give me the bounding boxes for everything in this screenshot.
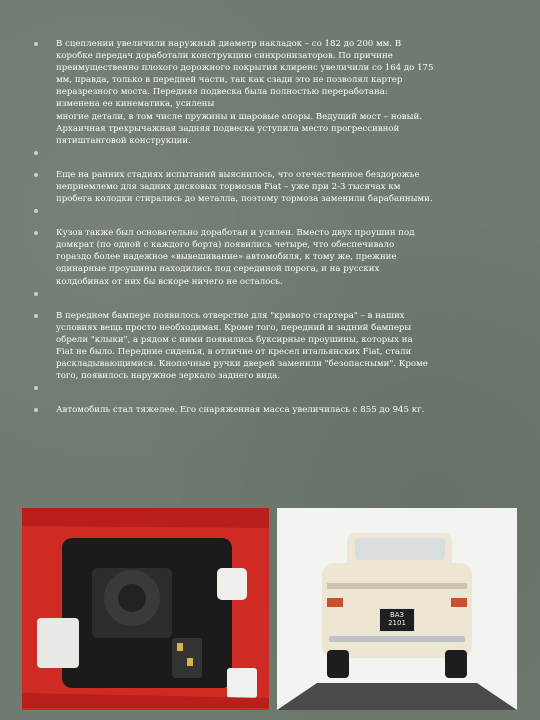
bullet-dot bbox=[34, 151, 38, 155]
list-item bbox=[34, 227, 512, 287]
bullet-dot bbox=[34, 173, 38, 177]
empty-bullet bbox=[34, 382, 512, 404]
bullet-dot bbox=[34, 231, 38, 235]
paragraph-line: обрели "клыки", а рядом с ними появились буксирные проушины, которых на bbox=[56, 334, 413, 345]
empty-bullet bbox=[34, 205, 512, 227]
empty-bullet bbox=[34, 147, 512, 169]
bullet-dot bbox=[34, 209, 38, 213]
paragraph-line: коробке передач доработали конструкцию синхронизаторов. По причине bbox=[56, 51, 393, 62]
list-item bbox=[34, 310, 512, 383]
paragraph-line: условиях вещь просто необходимая. Кроме того, передний и задний бамперы bbox=[56, 322, 412, 333]
paragraph-line: Кузов также был основательно доработан и усилен. Вместо двух проушин под bbox=[56, 228, 415, 239]
paragraph-line: В переднем бампере появилось отверстие для "кривого стартера" – в наших bbox=[56, 310, 405, 321]
engine-bay-illustration bbox=[22, 508, 269, 710]
bullet-list bbox=[34, 38, 512, 416]
empty-bullet bbox=[34, 288, 512, 310]
license-plate-line1: ВАЗ bbox=[389, 611, 405, 619]
license-plate-line2: 2101 bbox=[388, 619, 406, 627]
paragraph-line: В сцеплении увеличили наружный диаметр накладок – со 182 до 200 мм. В bbox=[56, 39, 402, 49]
paragraph-line: Автомобиль стал тяжелее. Его снаряженная масса увеличилась с 855 до 945 кг. bbox=[56, 405, 425, 416]
paragraph-line: Архаичная трехрычажная задняя подвеска уступила место прогрессивной bbox=[56, 123, 400, 134]
paragraph-line: мм, правда, только в передней части, так как сзади это не позволял картер bbox=[56, 75, 403, 86]
list-item bbox=[34, 38, 512, 147]
paragraph-line: Fiat не было. Передние сиденья, в отличие от кресел итальянских Fiat, стали bbox=[56, 346, 412, 357]
bullet-dot bbox=[34, 314, 38, 318]
list-item bbox=[34, 169, 512, 205]
paragraph-line: неразрезного моста. Передняя подвеска была полностью переработана: bbox=[56, 87, 388, 98]
paragraph-line: колдобинах от них бы вскоре ничего не осталось. bbox=[56, 276, 283, 287]
paragraph-line: преимущественно плохого дорожного покрытия клиренс увеличили со 164 до 175 bbox=[56, 63, 434, 74]
car-rear-photo bbox=[277, 508, 517, 710]
paragraph-line: раскладывающимися. Кнопочные ручки дверей заменили "безопасными". Кроме bbox=[56, 358, 428, 369]
paragraph-line: того, появилось наружное зеркало заднего вида. bbox=[56, 371, 281, 382]
paragraph-line: Еще на ранних стадиях испытаний выяснилось, что отечественное бездорожье bbox=[56, 169, 420, 180]
paragraph-line: неприемлемо для задних дисковых тормозов Fiat – уже при 2-3 тысячах км bbox=[56, 181, 401, 192]
paragraph-line: одинарные проушины находились под серединой порога, и на русских bbox=[56, 264, 380, 275]
paragraph-line: пробега колодки стирались до металла, поэтому тормоза заменили барабанными. bbox=[56, 194, 433, 205]
paragraph-line: изменена ее кинематика, усилены bbox=[56, 99, 215, 110]
paragraph-line: домкрат (по одной с каждого борта) появились четыре, что обеспечивало bbox=[56, 240, 395, 251]
license-plate bbox=[379, 608, 415, 632]
paragraph-line: многие детали, в том числе пружины и шаровые опоры. Ведущий мост – новый. bbox=[56, 111, 422, 122]
bullet-dot bbox=[34, 386, 38, 390]
bullet-dot bbox=[34, 42, 38, 46]
paragraph-line: гораздо более надежное «вывешивание» автомобиля, к тому же, прежние bbox=[56, 252, 397, 263]
paragraph-line: пятиштанговой конструкции. bbox=[56, 135, 191, 146]
list-item bbox=[34, 404, 512, 416]
engine-bay-photo bbox=[22, 508, 269, 710]
bullet-dot bbox=[34, 292, 38, 296]
bullet-dot bbox=[34, 408, 38, 412]
